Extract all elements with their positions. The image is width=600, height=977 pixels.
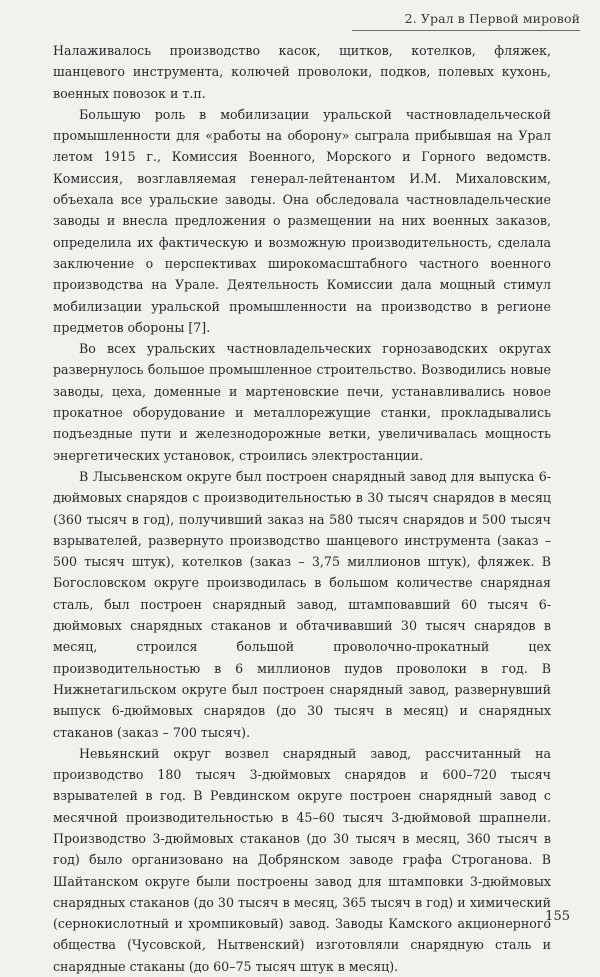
running-header: 2. Урал в Первой мировой [404, 11, 580, 26]
paragraph: Большую роль в мобилизации уральской частновладельческой промышленности для «работы на оборону» сыграла прибывшая на Урал летом 1915 г., Комиссия Военного, Морского и Горного ведомств. Комиссия, возглавляемая генерал-лейтенантом И.М. Михаловским, объехала все уральские заводы. Она обследовала частновладельческие заводы и внесла предложения о размещении на них военных заказов, определила их фактическую и возможную производительность, сделала заключение о перспективах широкомасштабного частного военного производства на Урале. Деятельность Комиссии дала мощный стимул мобилизации уральской промышленности на производство в регионе предметов обороны [7]. [53, 106, 551, 335]
paragraph: Невьянский округ возвел снарядный завод, рассчитанный на производство 180 тысяч 3-дюймовых снарядов и 600–720 тысяч взрывателей в год. В Ревдинском округе построен снарядный завод с месячной производительностью в 45–60 тысяч 3-дюймовой шрапнели. Производство 3-дюймовых стаканов (до 30 тысяч в месяц, 360 тысяч в год) было организовано на Добрянском заводе графа Строганова. В Шайтанском округе были построены завод для штамповки 3-дюймовых снарядных стаканов (до 30 тысяч в месяц, 365 тысяч в год) и химический (сернокислотный и хромпиковый) завод. Заводы Камского акционерного общества (Чусовской, Нытвенский) изготовляли снарядную сталь и снарядные стаканы (до 60–75 тысяч штук в месяц). [53, 745, 551, 974]
page-number: 155 [545, 909, 570, 924]
paragraph-continued: Налаживалось производство касок, щитков, котелков, фляжек, шанцевого инструмента, колючей проволоки, подков, полевых кухонь, военных повозок и т.п. [53, 43, 551, 101]
paragraph: В Лысьвенском округе был построен снарядный завод для выпуска 6-дюймовых снарядов с производительностью в 30 тысяч снарядов в месяц (360 тысяч в год), получивший заказ на 580 тысяч снарядов и 500 тысяч взрывателей, развернуто производство шанцевого инструмента (заказ – 500 тысяч штук), котелков (заказ – 3,75 миллионов штук), фляжек. В Богословском округе производилась в большом количестве снарядная сталь, был построен снарядный завод, штамповавший 60 тысяч 6-дюймовых снарядных стаканов и обтачивавший 30 тысяч снарядов в месяц, строился большой проволочно-прокатный цех производительностью в 6 миллионов пудов проволоки в год. В Нижнетагильском округе был построен снарядный завод, развернувший выпуск 6-дюймовых снарядов (до 30 тысяч в месяц) и снарядных стаканов (заказ – 700 тысяч). [53, 468, 551, 740]
body-text [53, 40, 551, 977]
paragraph: Во всех уральских частновладельческих горнозаводских округах развернулось большое промышленное строительство. Возводились новые заводы, цеха, доменные и мартеновские печи, устанавливались новое прокатное оборудование и металлорежущие станки, прокладывались подъездные пути и железнодорожные ветки, увеличивалась мощность энергетических установок, строились электростанции. [53, 341, 551, 463]
header-rule [352, 30, 580, 31]
